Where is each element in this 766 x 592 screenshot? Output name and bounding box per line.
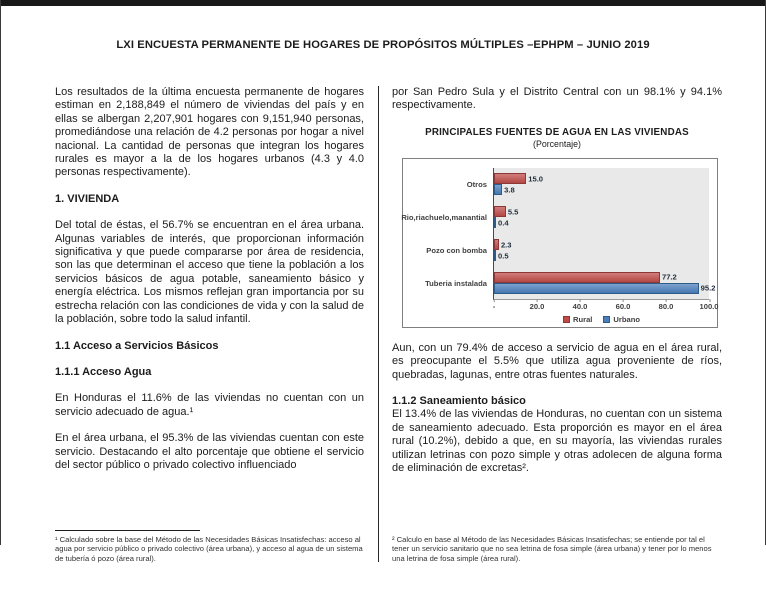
paragraph-water-access: En Honduras el 11.6% de las viviendas no cuentan con un servicio adecuado de agua.¹ — [55, 392, 364, 418]
chart-bar-urbano — [494, 217, 509, 228]
chart-plot-cell — [493, 201, 709, 234]
water-sources-chart — [402, 158, 718, 328]
chart-value-label: 0.5 — [498, 251, 509, 261]
legend-item-rural — [563, 315, 592, 324]
chart-value-label: 0.4 — [498, 218, 509, 228]
chart-row — [409, 234, 709, 267]
chart-axis-tick: 60.0 — [615, 301, 631, 311]
chart-axis-tick: 40.0 — [572, 301, 588, 311]
page-top-border — [0, 0, 766, 6]
chart-value-label: 3.8 — [504, 185, 515, 195]
chart-value-label: 2.3 — [500, 240, 512, 250]
legend-label: Urbano — [613, 315, 640, 325]
chart-axis-tick: 20.0 — [529, 301, 545, 311]
chart-legend — [494, 313, 709, 327]
chart-plot-cell — [493, 234, 709, 267]
chart-bar-rural — [494, 272, 677, 283]
legend-label: Rural — [573, 315, 593, 325]
chart-value-label: 15.0 — [528, 174, 544, 184]
footnote-block-2 — [392, 535, 722, 563]
chart-value-label: 95.2 — [700, 283, 716, 293]
footnote-2: ² Calculo en base al Método de las Necesidades Básicas Insatisfechas; se entiende por tal el tener un servicio sanitario que no sea letrina de fosa simple (área urbana) y tener por lo menos una letrina de fosa simple (área rural). — [392, 534, 712, 563]
legend-swatch — [563, 316, 570, 323]
chart-bar-rural — [494, 206, 519, 217]
chart-bar-rural — [494, 239, 512, 250]
chart-axis-tick: 100.0 — [699, 301, 719, 311]
chart-axis — [492, 300, 719, 313]
paragraph-households: Los resultados de la última encuesta permanente de hogares estiman en 2,188,849 el número de viviendas del país y en ellas se albergan 2,207,901 hogares con 9,151,940 personas, promediándose una relación de 4.2 personas por hogar a nivel nacional. La cantidad de personas que integran los hogares rurales es mayor a la de los hogares urbanos (4.3 y 4.0 personas respectivamente). — [55, 86, 364, 179]
right-column — [392, 86, 722, 563]
chart-row — [409, 267, 716, 300]
chart-plot-cell — [493, 168, 709, 201]
paragraph-urban-share: Del total de éstas, el 56.7% se encuentran en el área urbana. Algunas variables de interés, que proporcionan información significativa y que puede compararse por área de residencia, son las que determinan el acceso que tiene la población a los servicios básicos de agua potable, saneamiento básico y energía eléctrica. Los mismos reflejan gran importancia por su estrecha relación con las condiciones de vida y con la salud de la población, sobre todo la salud infantil. — [55, 219, 364, 326]
paragraph-rural-water: Aun, con un 79.4% de acceso a servicio de agua en el área rural, es preocupante el 5.5% que utiliza agua proveniente de ríos, quebradas, lagunas, entre otras fuentes naturales. — [392, 341, 722, 381]
footnote-separator — [55, 530, 200, 531]
column-divider — [378, 86, 379, 562]
chart-row — [409, 168, 709, 201]
paragraph-cities: por San Pedro Sula y el Distrito Central con un 98.1% y 94.1% respectivamente. — [392, 86, 722, 112]
left-column — [55, 86, 364, 563]
heading-acceso-agua: 1.1.1 Acceso Agua — [55, 365, 152, 378]
chart-category-label: Tuberia instalada — [425, 278, 487, 288]
chart-value-label: 5.5 — [507, 207, 519, 217]
chart-category-label: Pozo con bomba — [426, 245, 487, 255]
chart-bar-urbano — [494, 250, 509, 261]
legend-item-urbano — [603, 315, 640, 324]
chart-axis-tick: 80.0 — [658, 301, 674, 311]
chart-category-label: Otros — [466, 179, 487, 189]
chart-row — [401, 201, 709, 234]
heading-saneamiento: 1.1.2 Saneamiento básico — [392, 395, 526, 408]
chart-rows — [401, 168, 716, 300]
footnote-block-1 — [55, 530, 364, 563]
paragraph-urban-water: En el área urbana, el 95.3% de las viviendas cuentan con este servicio. Destacando el alto porcentaje que obtiene el servicio del sector público o privado colectivo influenciado — [55, 432, 364, 471]
chart-category-label: Rio,riachuelo,manantial — [401, 212, 487, 222]
page-title: LXI ENCUESTA PERMANENTE DE HOGARES DE PROPÓSITOS MÚLTIPLES –EPHPM – JUNIO 2019 — [116, 39, 650, 51]
chart-subtitle: (Porcentaje) — [533, 138, 581, 149]
footnote-1: ¹ Calculado sobre la base del Método de las Necesidades Básicas Insatisfechas: acceso al agua por servicio público o privado colectivo (área urbana), y acceso al agua de un sistema de tubería ó pozo (área rural). — [55, 534, 363, 563]
chart-bar-urbano — [494, 283, 716, 294]
chart-axis-tick: - — [492, 301, 496, 311]
legend-swatch — [603, 316, 610, 323]
chart-plot-cell — [493, 267, 716, 300]
chart-title: PRINCIPALES FUENTES DE AGUA EN LAS VIVIENDAS — [425, 126, 689, 138]
chart-value-label: 77.2 — [661, 272, 677, 282]
heading-servicios-basicos: 1.1 Acceso a Servicios Básicos — [55, 339, 219, 352]
heading-vivienda: 1. VIVIENDA — [55, 192, 120, 205]
paragraph-sanitation: El 13.4% de las viviendas de Honduras, no cuentan con un sistema de saneamiento adecuado. Esta proporción es mayor en el área rural (10.2%), debido a que, en su mayoría, las viviendas rurales utilizan letrinas con pozo simple y otras adolecen de alguna forma de eliminación de excretas². — [392, 408, 722, 475]
chart-bar-rural — [494, 173, 544, 184]
chart-bar-urbano — [494, 184, 515, 195]
page-left-border — [0, 0, 1, 545]
